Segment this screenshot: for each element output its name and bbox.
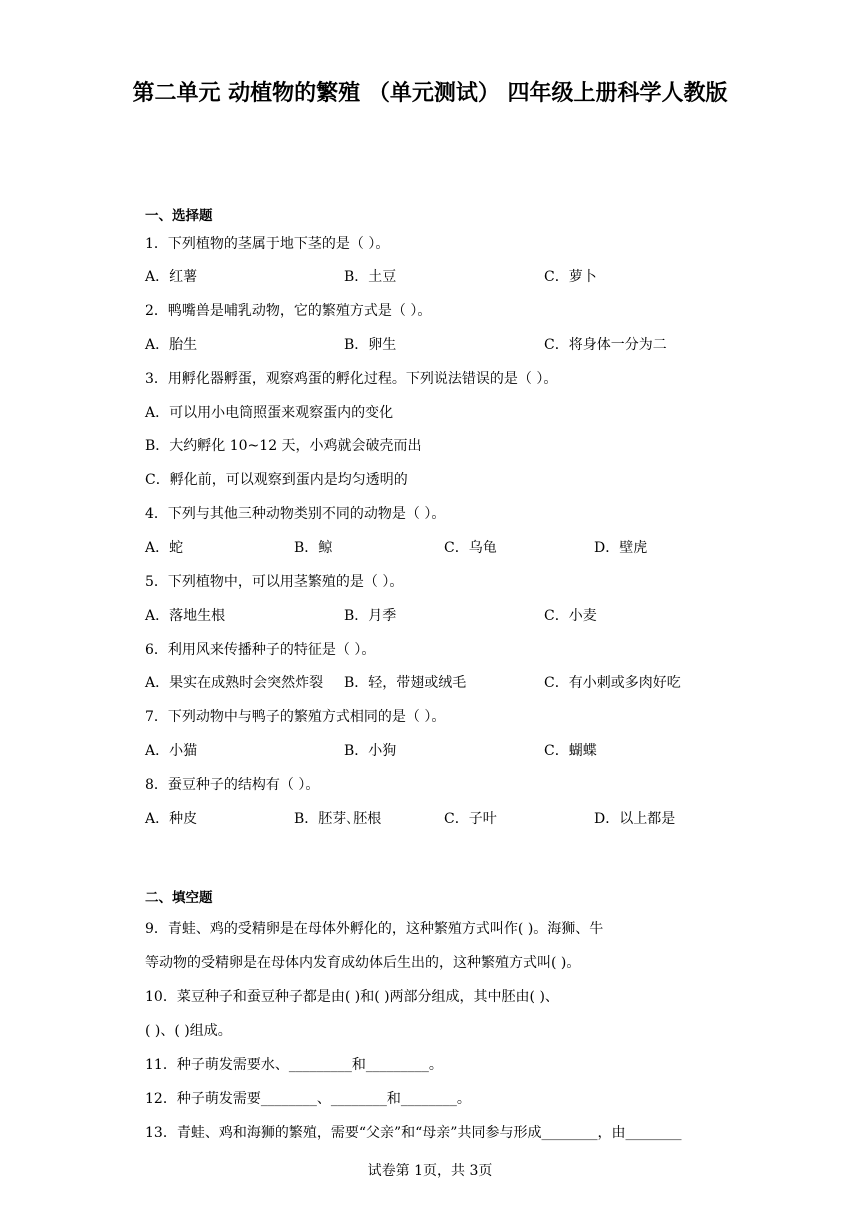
question-3: 3．用孵化器孵蛋，观察鸡蛋的孵化过程。下列说法错误的是（ ）。: [145, 371, 558, 387]
fill-line-5: 11．种子萌发需要水、_________和_________。: [145, 1057, 443, 1073]
q8-option-d: D．以上都是: [594, 811, 676, 827]
q4-option-c: C．乌龟: [444, 540, 497, 556]
section-heading-choice: 一、选择题: [145, 208, 213, 224]
question-4: 4．下列与其他三种动物类别不同的动物是（ ）。: [145, 506, 446, 522]
q4-option-b: B．鲸: [294, 540, 333, 556]
page-footer: 试卷第 1页，共 3页: [367, 1163, 493, 1179]
q8-option-b: B．胚芽､胚根: [294, 811, 382, 827]
q6-option-c: C．有小刺或多肉好吃: [544, 675, 681, 691]
fill-line-2: 等动物的受精卵是在母体内发育成幼体后生出的，这种繁殖方式叫( )。: [145, 955, 581, 971]
fill-line-7: 13．青蛙、鸡和海狮的繁殖，需要“父亲”和“母亲”共同参与形成________，由________: [145, 1125, 682, 1141]
question-6: 6．利用风来传播种子的特征是（ ）。: [145, 642, 376, 658]
q2-option-c: C．将身体一分为二: [544, 337, 667, 353]
q3-option-a: A．可以用小电筒照蛋来观察蛋内的变化: [145, 405, 394, 421]
question-2: 2．鸭嘴兽是哺乳动物，它的繁殖方式是（ ）。: [145, 303, 432, 319]
page-title: 第二单元 动植物的繁殖 （单元测试） 四年级上册科学人教版: [132, 81, 728, 106]
q5-option-a: A．落地生根: [145, 608, 226, 624]
q7-option-c: C．蝴蝶: [544, 743, 597, 759]
q5-option-c: C．小麦: [544, 608, 597, 624]
section-heading-fill: 二、填空题: [145, 890, 213, 906]
q1-option-b: B．土豆: [344, 269, 397, 285]
question-5: 5．下列植物中，可以用茎繁殖的是（ ）。: [145, 574, 404, 590]
q3-option-b: B．大约孵化 10~12 天，小鸡就会破壳而出: [145, 438, 422, 454]
q1-option-c: C．萝卜: [544, 269, 597, 285]
fill-line-4: ( )、( )组成。: [145, 1023, 232, 1039]
q2-option-b: B．卵生: [344, 337, 397, 353]
fill-line-1: 9．青蛙、鸡的受精卵是在母体外孵化的，这种繁殖方式叫作( )。海狮、牛: [145, 921, 604, 937]
q8-option-c: C．子叶: [444, 811, 497, 827]
question-8: 8．蚕豆种子的结构有（ ）。: [145, 777, 320, 793]
q5-option-b: B．月季: [344, 608, 397, 624]
q4-option-a: A．蛇: [145, 540, 184, 556]
q3-option-c: C．孵化前，可以观察到蛋内是均匀透明的: [145, 472, 408, 488]
q2-option-a: A．胎生: [145, 337, 198, 353]
q6-option-a: A．果实在成熟时会突然炸裂: [145, 675, 324, 691]
q1-option-a: A．红薯: [145, 269, 198, 285]
fill-line-3: 10．菜豆种子和蚕豆种子都是由( )和( )两部分组成，其中胚由( )、: [145, 989, 559, 1005]
q7-option-a: A．小猫: [145, 743, 198, 759]
question-1: 1．下列植物的茎属于地下茎的是（ ）。: [145, 236, 390, 252]
q8-option-a: A．种皮: [145, 811, 198, 827]
question-7: 7．下列动物中与鸭子的繁殖方式相同的是（ ）。: [145, 709, 446, 725]
fill-line-6: 12．种子萌发需要________、________和________。: [145, 1091, 471, 1107]
q7-option-b: B．小狗: [344, 743, 397, 759]
q6-option-b: B．轻，带翅或绒毛: [344, 675, 467, 691]
q4-option-d: D．壁虎: [594, 540, 648, 556]
